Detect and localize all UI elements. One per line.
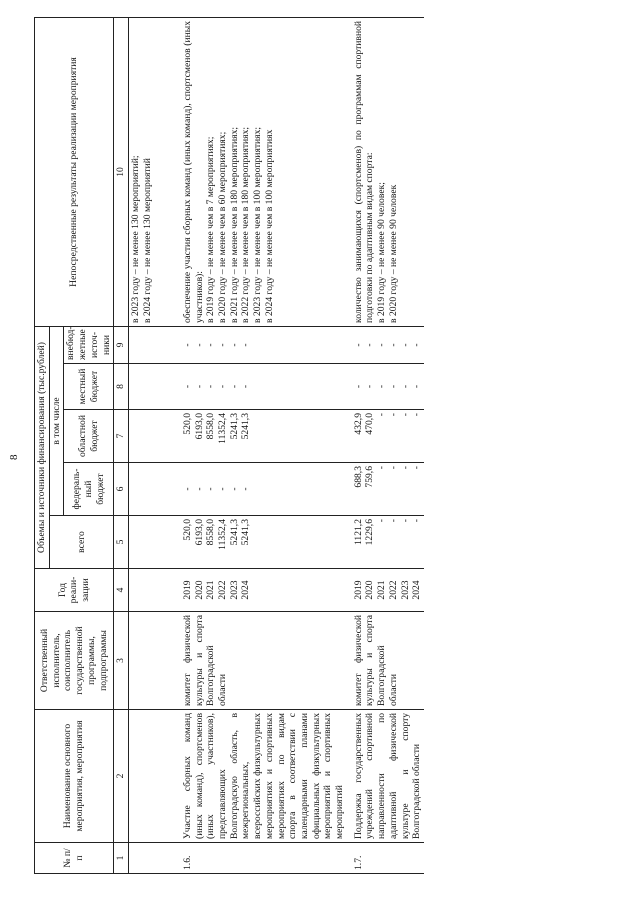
row-years <box>181 569 347 612</box>
amount: - <box>205 487 217 491</box>
column-index: 5 <box>114 516 129 569</box>
year: 2019 <box>181 580 193 600</box>
header-num: № п/п <box>35 843 114 874</box>
year: 2021 <box>205 580 217 600</box>
amount: 6193,0 <box>193 413 205 440</box>
amount: - <box>217 384 229 389</box>
header-results: Непосредственные результаты реализации мероприятия <box>35 17 114 326</box>
amount: - <box>376 384 388 389</box>
amount: - <box>387 343 399 347</box>
result-line: обеспечение участия сборных команд (иных команд), спортсменов (иных участников): <box>181 20 205 323</box>
row-executor: комитет физической культуры и спорта Волгоградской области <box>181 612 347 710</box>
header-regional: областной бюджет <box>64 410 114 463</box>
amount: - <box>399 413 411 417</box>
continuation-results <box>128 17 181 326</box>
column-index: 8 <box>114 364 129 410</box>
year: 2023 <box>228 580 240 600</box>
amount: - <box>376 519 388 523</box>
year: 2020 <box>364 580 376 600</box>
program-table <box>34 17 424 874</box>
amount: - <box>217 343 229 347</box>
amount: - <box>376 343 388 347</box>
year: 2023 <box>399 580 411 600</box>
header-funding: Объемы и источники финансирования (тыс.рублей) <box>35 326 50 568</box>
row-number: 1.7. <box>347 843 424 874</box>
result-line: в 2022 году – не менее чем в 180 мероприятиях; <box>240 126 252 323</box>
year: 2019 <box>352 580 364 600</box>
amount: - <box>217 487 229 491</box>
row-offbudget <box>347 326 424 363</box>
amount: - <box>411 384 423 389</box>
page-number: 8 <box>8 454 20 460</box>
column-index: 3 <box>114 612 129 710</box>
amount: - <box>411 413 423 417</box>
amount: - <box>193 487 205 491</box>
amount: 5241,3 <box>240 519 252 546</box>
amount: 11352,4 <box>217 519 229 550</box>
amount: 520,0 <box>181 413 193 435</box>
row-name: Поддержка государственных учреждений спортивной направленности по адаптивной физической культуре и спорту Волгоградской области <box>347 710 424 843</box>
header-federal: федераль-ный бюджет <box>64 463 114 516</box>
amount: - <box>181 343 193 347</box>
row-total <box>181 516 347 569</box>
amount: - <box>399 384 411 389</box>
header-local: местный бюджет <box>64 364 114 410</box>
amount: - <box>193 343 205 347</box>
year: 2022 <box>217 580 229 600</box>
row-federal <box>347 463 424 516</box>
row-regional <box>181 410 347 463</box>
year: 2024 <box>240 580 252 600</box>
amount: - <box>387 466 399 470</box>
year: 2024 <box>411 580 423 600</box>
column-index: 9 <box>114 326 129 363</box>
amount: - <box>352 384 364 389</box>
result-line: в 2023 году – не менее 130 мероприятий; <box>129 155 141 323</box>
amount: - <box>364 343 376 347</box>
header-year: Год реали-зации <box>35 569 114 612</box>
row-executor: комитет физической культуры и спорта Волгоградской области <box>347 612 424 710</box>
table-row <box>181 17 347 873</box>
amount: - <box>399 519 411 523</box>
amount: - <box>240 343 252 347</box>
result-line: в 2024 году – не менее чем в 100 мероприятиях <box>263 129 275 323</box>
result-line: в 2020 году – не менее 90 человек <box>387 184 399 323</box>
amount: - <box>387 519 399 523</box>
amount: - <box>352 343 364 347</box>
amount: 8558,0 <box>205 519 217 546</box>
row-results <box>347 17 424 326</box>
amount: - <box>228 384 240 389</box>
year: 2020 <box>193 580 205 600</box>
row-years <box>347 569 424 612</box>
header-row <box>35 17 50 873</box>
result-line: в 2021 году – не менее чем в 180 мероприятиях; <box>228 126 240 323</box>
result-line: в 2023 году – не менее чем в 100 мероприятиях; <box>252 126 264 323</box>
header-executor: Ответственный исполнитель, соисполнитель государственной программы, подпрограммы <box>35 612 114 710</box>
amount: - <box>205 343 217 347</box>
amount: - <box>387 413 399 417</box>
amount: - <box>387 384 399 389</box>
amount: - <box>193 384 205 389</box>
amount: 11352,4 <box>217 413 229 444</box>
amount: 5241,3 <box>228 519 240 546</box>
year: 2022 <box>387 580 399 600</box>
continuation-row <box>128 17 181 873</box>
column-index: 7 <box>114 410 129 463</box>
table-row <box>347 17 424 873</box>
row-total <box>347 516 424 569</box>
row-name: Участие сборных команд (иных команд), спортсменов (иных участников), представляющих Волгоградскую область, в межрегиональных, всероссийских физкультурных мероприятиях и спортивных мероприятиях по видам спорта в соответствии с календарными планами официальных физкультурных мероприятий и спортивных мероприятий <box>181 710 347 843</box>
amount: 759,6 <box>364 466 376 488</box>
amount: - <box>411 519 423 523</box>
amount: 1229,6 <box>364 519 376 546</box>
amount: 688,3 <box>352 466 364 488</box>
year: 2021 <box>376 580 388 600</box>
result-line: в 2019 году – не менее 90 человек; <box>376 182 388 323</box>
column-index: 4 <box>114 569 129 612</box>
amount: - <box>376 466 388 470</box>
result-line: в 2024 году – не менее 130 мероприятий <box>141 158 153 323</box>
amount: - <box>376 413 388 417</box>
amount: - <box>228 487 240 491</box>
row-offbudget <box>181 326 347 363</box>
amount: 432,9 <box>352 413 364 435</box>
amount: 5241,3 <box>240 413 252 440</box>
amount: - <box>181 487 193 491</box>
amount: - <box>228 343 240 347</box>
amount: 520,0 <box>181 519 193 541</box>
result-line: в 2020 году – не менее чем в 60 мероприятиях; <box>217 131 229 323</box>
amount: - <box>399 343 411 347</box>
row-federal <box>181 463 347 516</box>
amount: - <box>181 384 193 389</box>
column-index: 1 <box>114 843 129 874</box>
row-regional <box>347 410 424 463</box>
column-index-row <box>114 17 129 873</box>
header-offbudget: внебюд-жетные источ-ники <box>64 326 114 363</box>
amount: - <box>205 384 217 389</box>
amount: 8558,0 <box>205 413 217 440</box>
result-line: количество занимающихся (спортсменов) по программам спортивной подготовки по адаптивным видам спорта: <box>352 20 376 323</box>
row-results <box>181 17 347 326</box>
result-line: в 2019 году – не менее чем в 7 мероприятиях; <box>205 136 217 323</box>
header-name: Наименование основного мероприятия, мероприятия <box>35 710 114 843</box>
amount: 470,0 <box>364 413 376 435</box>
amount: - <box>240 487 252 491</box>
column-index: 10 <box>114 17 129 326</box>
row-local <box>181 364 347 410</box>
column-index: 6 <box>114 463 129 516</box>
amount: 5241,3 <box>228 413 240 440</box>
header-total: всего <box>49 516 114 569</box>
amount: 1121,2 <box>352 519 364 546</box>
amount: 6193,0 <box>193 519 205 546</box>
row-number: 1.6. <box>181 843 347 874</box>
row-local <box>347 364 424 410</box>
header-including: в том числе <box>49 326 64 515</box>
column-index: 2 <box>114 710 129 843</box>
amount: - <box>411 466 423 470</box>
amount: - <box>240 384 252 389</box>
amount: - <box>399 466 411 470</box>
amount: - <box>364 384 376 389</box>
amount: - <box>411 343 423 347</box>
